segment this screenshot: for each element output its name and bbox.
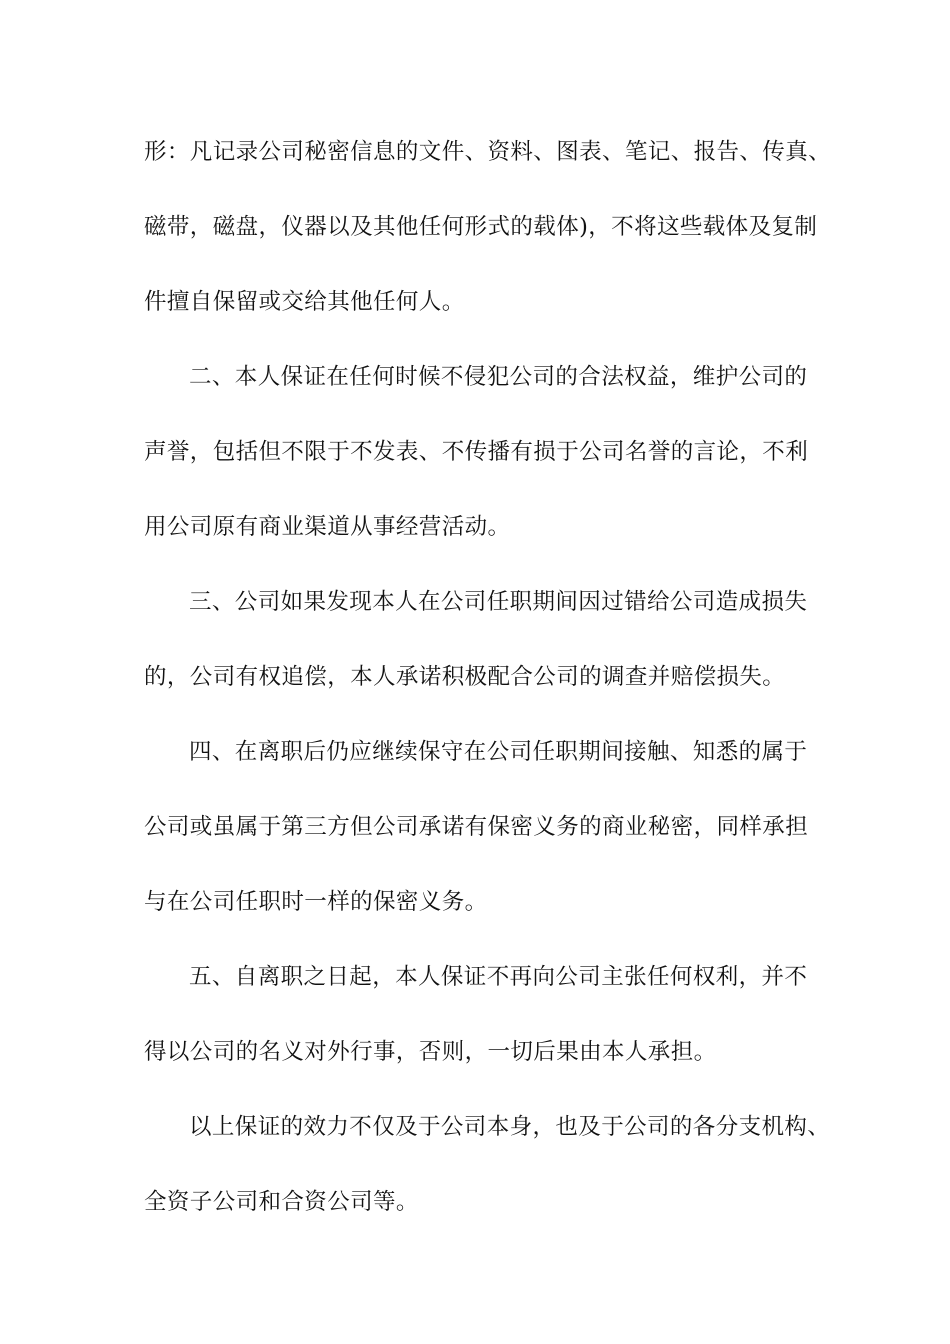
text-line-3: 件擅自保留或交给其他任何人。 [144, 289, 465, 315]
scope-line-2: 全资子公司和合资公司等。 [144, 1189, 419, 1215]
clause-2-line-2: 声誉，包括但不限于不发表、不传播有损于公司名誉的言论，不利 [144, 439, 809, 465]
text-line-2: 磁带，磁盘，仪器以及其他任何形式的载体)，不将这些载体及复制 [144, 214, 818, 240]
clause-4-line-3: 与在公司任职时一样的保密义务。 [144, 889, 488, 915]
clause-5-line-1: 五、自离职之日起，本人保证不再向公司主张任何权利，并不 [189, 964, 808, 990]
clause-4-line-1: 四、在离职后仍应继续保守在公司任职期间接触、知悉的属于 [189, 739, 808, 765]
text-line-1: 形：凡记录公司秘密信息的文件、资料、图表、笔记、报告、传真、 [144, 139, 832, 165]
scope-line-1: 以上保证的效力不仅及于公司本身，也及于公司的各分支机构、 [189, 1114, 831, 1140]
clause-4-line-2: 公司或虽属于第三方但公司承诺有保密义务的商业秘密，同样承担 [144, 814, 809, 840]
clause-5-line-2: 得以公司的名义对外行事，否则，一切后果由本人承担。 [144, 1039, 717, 1065]
clause-3-line-2: 的，公司有权追偿，本人承诺积极配合公司的调查并赔偿损失。 [144, 664, 786, 690]
clause-2-line-1: 二、本人保证在任何时候不侵犯公司的合法权益，维护公司的 [189, 364, 808, 390]
document-body [144, 127, 834, 1252]
clause-2-line-3: 用公司原有商业渠道从事经营活动。 [144, 514, 511, 540]
clause-3-line-1: 三、公司如果发现本人在公司任职期间因过错给公司造成损失 [189, 589, 808, 615]
